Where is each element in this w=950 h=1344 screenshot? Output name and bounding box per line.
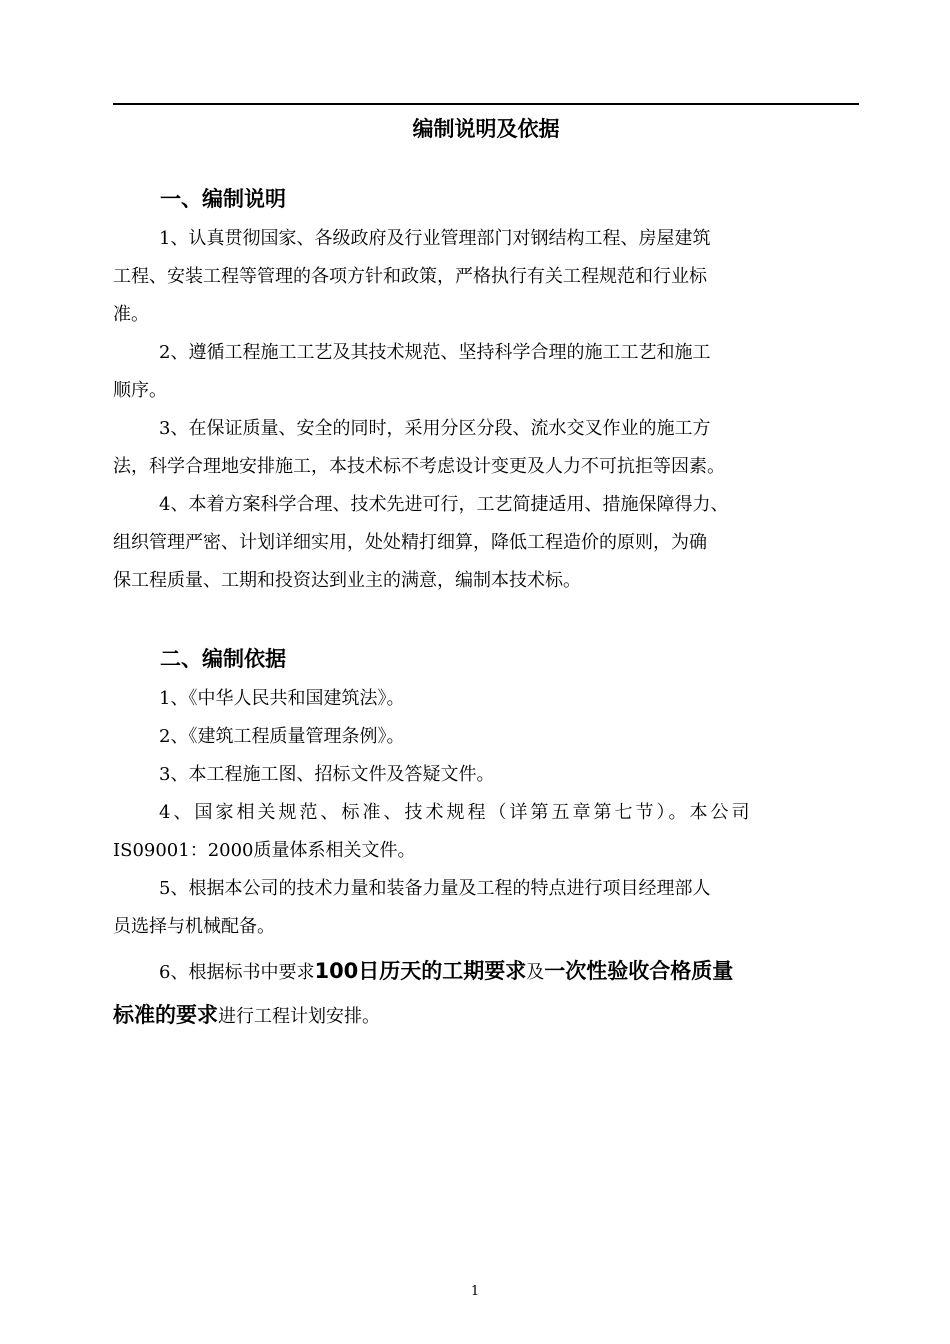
text-line: 员选择与机械配备。 <box>113 916 275 937</box>
text-line: 4、国家相关规范、标准、技术规程（详第五章第七节）。本公司 <box>159 802 753 823</box>
text-line: 3、本工程施工图、招标文件及答疑文件。 <box>159 764 495 785</box>
text-line: 准。 <box>113 304 149 325</box>
header-rule <box>113 103 859 105</box>
text-line: 1、认真贯彻国家、各级政府及行业管理部门对钢结构工程、房屋建筑 <box>159 228 711 249</box>
section-heading-basis: 二、编制依据 <box>160 647 286 671</box>
text-line: 3、在保证质量、安全的同时，采用分区分段、流水交叉作业的施工方 <box>159 418 711 439</box>
text-line <box>113 994 859 1038</box>
item-6-prefix: 6、根据标书中要求 <box>159 962 315 983</box>
description-item-2 <box>113 334 859 410</box>
item-6-quality-emphasis-part1: 一次性验收合格质量 <box>544 959 734 983</box>
page-number: 1 <box>470 1284 480 1299</box>
item-6-suffix: 进行工程计划安排。 <box>218 1006 380 1027</box>
text-line: 4、本着方案科学合理、技术先进可行，工艺简捷适用、措施保障得力、 <box>159 494 729 515</box>
description-item-3 <box>113 410 859 486</box>
item-6-conjunction: 及 <box>526 962 545 983</box>
text-line: 法，科学合理地安排施工，本技术标不考虑设计变更及人力不可抗拒等因素。 <box>113 456 725 477</box>
basis-item-4 <box>113 794 859 870</box>
basis-item-2 <box>113 718 859 756</box>
section-heading-description: 一、编制说明 <box>160 187 286 211</box>
basis-item-5 <box>113 870 859 946</box>
text-line: 组织管理严密、计划详细实用，处处精打细算，降低工程造价的原则，为确 <box>113 532 707 553</box>
description-item-4 <box>113 486 859 600</box>
basis-item-1 <box>113 680 859 718</box>
text-line: 1、《中华人民共和国建筑法》。 <box>159 688 405 709</box>
page-title: 编制说明及依据 <box>412 117 560 141</box>
text-line: 顺序。 <box>113 380 167 401</box>
text-line: 工程、安装工程等管理的各项方针和政策，严格执行有关工程规范和行业标 <box>113 266 707 287</box>
text-line <box>113 950 859 994</box>
basis-item-3 <box>113 756 859 794</box>
text-line: 保工程质量、工期和投资达到业主的满意，编制本技术标。 <box>113 570 581 591</box>
item-6-duration-emphasis: 100日历天的工期要求 <box>314 959 527 983</box>
basis-item-6 <box>113 950 859 1038</box>
text-line: IS09001：2000质量体系相关文件。 <box>113 840 416 861</box>
description-item-1 <box>113 220 859 334</box>
item-6-quality-emphasis-part2: 标准的要求 <box>113 1003 218 1027</box>
text-line: 2、《建筑工程质量管理条例》。 <box>159 726 405 747</box>
text-line: 2、遵循工程施工工艺及其技术规范、坚持科学合理的施工工艺和施工 <box>159 342 711 363</box>
text-line: 5、根据本公司的技术力量和装备力量及工程的特点进行项目经理部人 <box>159 878 711 899</box>
